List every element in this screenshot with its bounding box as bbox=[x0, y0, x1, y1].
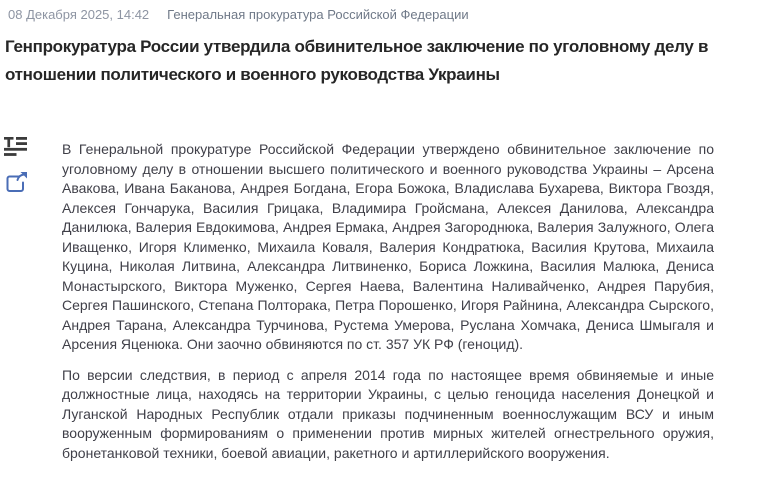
article-toolbar bbox=[4, 137, 34, 194]
publish-datetime: 08 Декабря 2025, 14:42 bbox=[8, 7, 150, 22]
page-title: Генпрокуратура России утвердила обвинительное заключение по уголовному делу в отношении политического и военного руководства Украины bbox=[5, 37, 709, 84]
article-text-icon bbox=[4, 137, 27, 159]
article-meta bbox=[8, 7, 469, 22]
article-body bbox=[62, 140, 714, 474]
source-tag-link[interactable]: Генеральная прокуратура Российской Федерации bbox=[167, 7, 469, 22]
article-paragraph: В Генеральной прокуратуре Российской Федерации утверждено обвинительное заключение по уголовному делу в отношении высшего политического и военного руководства Украины – Арсена Авакова, Ивана Баканова, Андрея Богдана, Егора Божока, Владислава Бухарева, Виктора Гвоздя, Алексея Гончарука, Василия Грицака, Владимира Гройсмана, Алексея Данилова, Александра Данилюка, Валерия Евдокимова, Андрея Ермака, Андрея Загороднюка, Валерия Залужного, Олега Иващенко, Игоря Клименко, Михаила Коваля, Валерия Кондратюка, Василия Крутова, Михаила Куцина, Николая Литвина, Александра Литвиненко, Бориса Ложкина, Василия Малюка, Дениса Монастырского, Виктора Муженко, Сергея Наева, Валентина Наливайченко, Андрея Парубия, Сергея Пашинского, Степана Полторака, Петра Порошенко, Игоря Райнина, Александра Сырского, Андрея Тарана, Александра Турчинова, Рустема Умерова, Руслана Хомчака, Дениса Шмыгаля и Арсения Яценюка. Они заочно обвиняются по ст. 357 УК РФ (геноцид). bbox=[62, 141, 714, 352]
share-icon bbox=[4, 171, 28, 197]
article-paragraph: По версии следствия, в период с апреля 2014 года по настоящее время обвиняемые и иные должностные лица, находясь на территории Украины, с целью геноцида населения Донецкой и Луганской Народных Республик отдали приказы подчиненным военнослужащим ВСУ и иным вооруженным формированиям о применении против мирных жителей огнестрельного оружия, бронетанковой техники, боевой авиации, ракетного и артиллерийского вооружения. bbox=[62, 366, 714, 461]
text-size-button[interactable] bbox=[4, 137, 28, 160]
share-button[interactable] bbox=[4, 171, 28, 194]
